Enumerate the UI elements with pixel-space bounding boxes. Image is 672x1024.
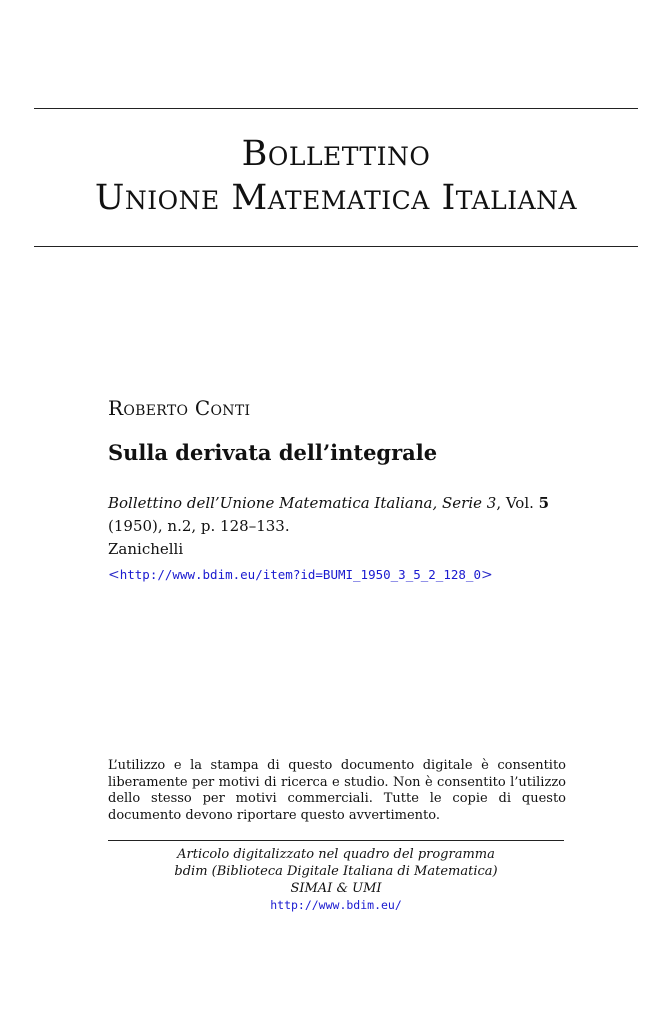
footer-url[interactable]: http://www.bdim.eu/ <box>270 898 402 912</box>
author-name: Roberto Conti <box>108 396 251 420</box>
article-title: Sulla derivata dell’integrale <box>108 440 438 465</box>
citation <box>108 492 578 538</box>
item-link[interactable] <box>108 567 493 583</box>
publisher: Zanichelli <box>108 540 184 558</box>
journal-title-line2: Unione Matematica Italiana <box>94 178 578 218</box>
footer-line3: SIMAI & UMI <box>290 881 382 896</box>
citation-details: (1950), n.2, p. 128–133. <box>108 517 290 535</box>
link-open-bracket: < <box>108 567 120 583</box>
footer-block <box>108 846 564 914</box>
citation-volume: 5 <box>538 494 550 512</box>
footer-line2: bdim (Biblioteca Digitale Italiana di Matematica) <box>174 864 498 879</box>
link-close-bracket: > <box>480 567 493 583</box>
footer-line1: Articolo digitalizzato nel quadro del programma <box>177 847 495 862</box>
top-rule <box>34 108 638 109</box>
bottom-title-rule <box>34 246 638 247</box>
usage-notice: L’utilizzo e la stampa di questo documento digitale è consentito liberamente per motivi di ricerca e studio. Non è consentito l’utilizzo dello stesso per motivi commerciali. Tutte le copie di questo documento devono riportare questo avvertimento. <box>108 758 566 823</box>
item-url[interactable]: http://www.bdim.eu/item?id=BUMI_1950_3_5_2_128_0 <box>119 567 481 582</box>
footer-rule <box>108 840 564 841</box>
citation-vol-prefix: , Vol. <box>496 494 539 512</box>
citation-journal: Bollettino dell’Unione Matematica Italiana, Serie 3 <box>108 494 497 512</box>
journal-title-line1: Bollettino <box>241 134 431 174</box>
